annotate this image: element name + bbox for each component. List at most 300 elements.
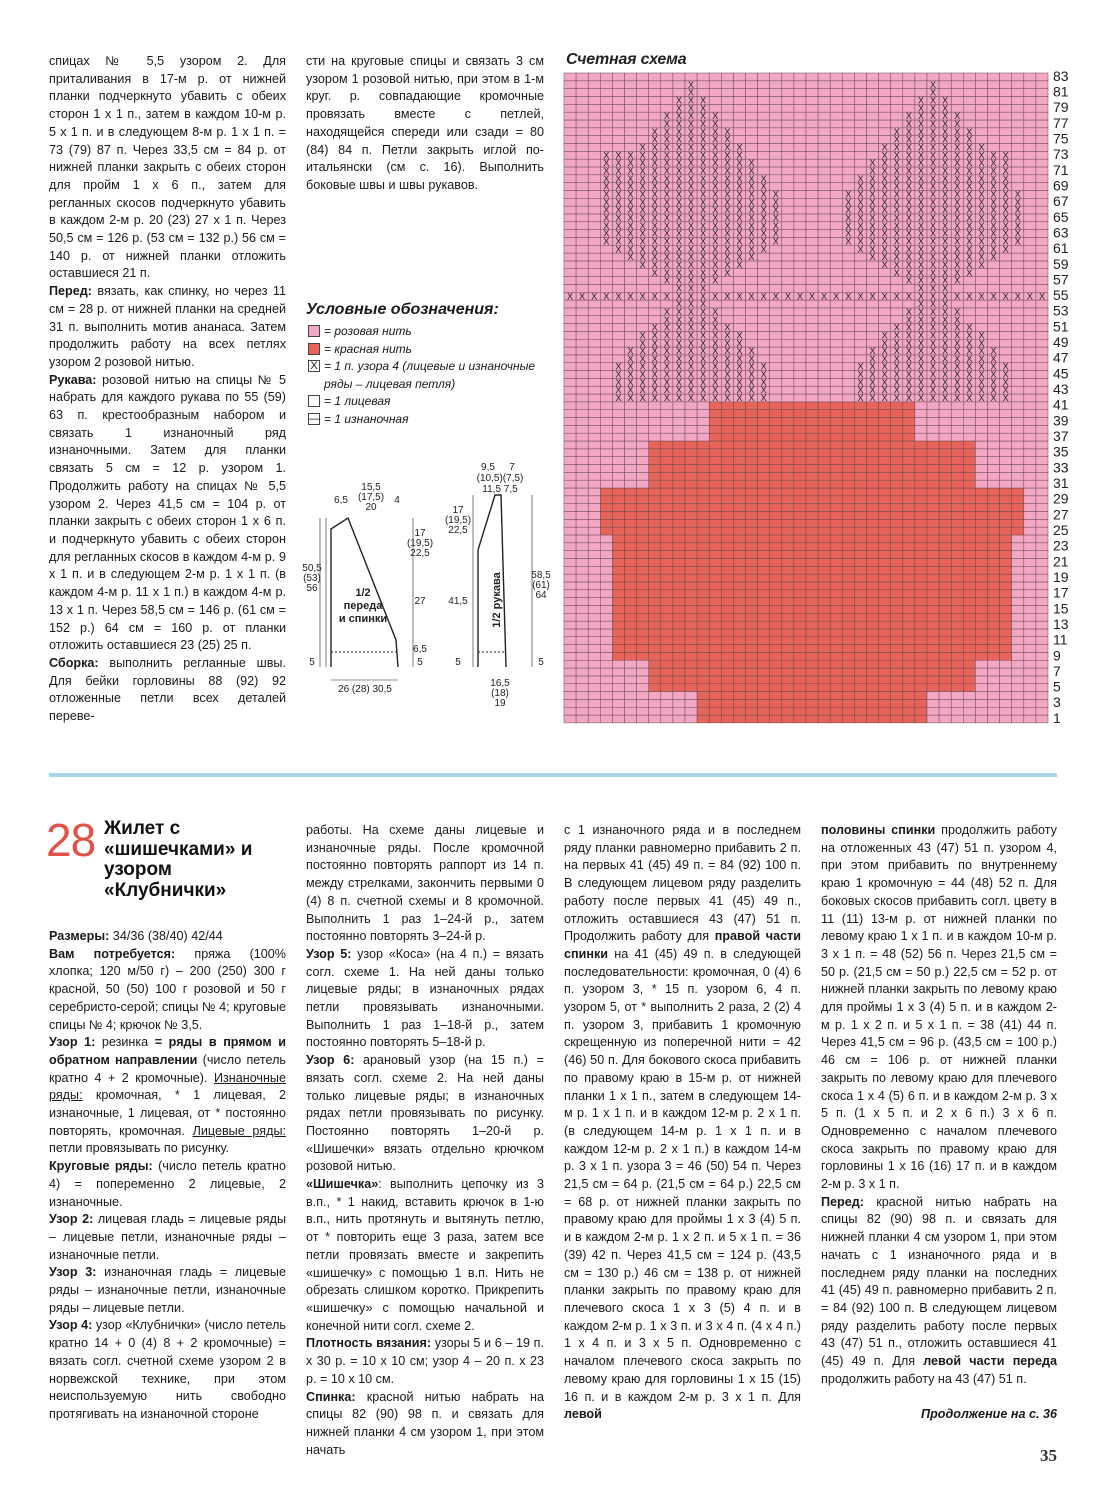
chart-cell (794, 355, 806, 363)
chart-cell (927, 480, 939, 488)
chart-cross-mark: X (942, 189, 949, 200)
chart-cell (1000, 410, 1012, 418)
chart-cell (903, 457, 915, 465)
chart-cell (782, 425, 794, 433)
chart-cell (709, 566, 721, 574)
chart-cell (1000, 629, 1012, 637)
chart-cell (625, 324, 637, 332)
chart-cell (806, 136, 818, 144)
chart-cell (782, 143, 794, 151)
chart-cell (1024, 230, 1036, 238)
chart-cell (1024, 190, 1036, 198)
chart-cell (600, 645, 612, 653)
chart-cell (830, 465, 842, 473)
chart-cell (564, 183, 576, 191)
chart-cross-mark: X (603, 212, 610, 223)
chart-cell (673, 504, 685, 512)
chart-cell (697, 707, 709, 715)
chart-cell (733, 410, 745, 418)
chart-cell (1036, 433, 1048, 441)
chart-cell (1024, 629, 1036, 637)
chart-cell (988, 410, 1000, 418)
chart-cross-mark: X (954, 385, 961, 396)
chart-cell (915, 89, 927, 97)
chart-cross-mark: X (893, 393, 900, 404)
chart-cell (782, 363, 794, 371)
chart-cell (794, 363, 806, 371)
chart-cell (939, 558, 951, 566)
chart-cell (794, 637, 806, 645)
chart-cross-mark: X (942, 103, 949, 114)
chart-cell (782, 230, 794, 238)
chart-cell (1036, 316, 1048, 324)
chart-cross-mark: X (954, 228, 961, 239)
chart-cell (830, 347, 842, 355)
chart-cell (661, 637, 673, 645)
chart-cell (975, 112, 987, 120)
chart-cell (588, 183, 600, 191)
chart-cross-mark: X (954, 322, 961, 333)
chart-cell (854, 167, 866, 175)
chart-cell (927, 590, 939, 598)
chart-cell (988, 590, 1000, 598)
chart-cell (600, 582, 612, 590)
chart-cell (1036, 488, 1048, 496)
chart-cross-mark: X (712, 197, 719, 208)
chart-cell (746, 637, 758, 645)
chart-cell (770, 143, 782, 151)
chart-cell (1012, 277, 1024, 285)
chart-cell (709, 504, 721, 512)
chart-cell (697, 652, 709, 660)
chart-cross-mark: X (688, 306, 695, 317)
chart-cell (879, 590, 891, 598)
chart-cell (1012, 112, 1024, 120)
chart-cell (612, 472, 624, 480)
chart-cross-mark: X (627, 212, 634, 223)
chart-cell (661, 89, 673, 97)
chart-cell (927, 511, 939, 519)
chart-cell (1012, 81, 1024, 89)
chart-cell (867, 410, 879, 418)
chart-cell (782, 457, 794, 465)
chart-cell (770, 621, 782, 629)
chart-cell (721, 511, 733, 519)
chart-cross-mark: X (966, 322, 973, 333)
chart-cross-mark: X (942, 377, 949, 388)
chart-cell (818, 551, 830, 559)
chart-cell (758, 590, 770, 598)
chart-cross-mark: X (736, 236, 743, 247)
chart-cross-mark: X (639, 244, 646, 255)
chart-cross-mark: X (688, 181, 695, 192)
chart-cell (564, 308, 576, 316)
chart-cross-mark: X (675, 126, 682, 137)
chart-cell (806, 551, 818, 559)
chart-cell (818, 558, 830, 566)
chart-cross-mark: X (905, 314, 912, 325)
chart-cell (625, 692, 637, 700)
chart-cell (685, 660, 697, 668)
chart-cross-mark: X (954, 150, 961, 161)
chart-cell (673, 558, 685, 566)
chart-cross-mark: X (712, 346, 719, 357)
chart-cross-mark: X (917, 299, 924, 310)
chart-cross-mark: X (615, 220, 622, 231)
chart-cell (588, 324, 600, 332)
chart-cell (600, 543, 612, 551)
chart-cell (564, 433, 576, 441)
chart-cross-mark: X (905, 236, 912, 247)
chart-cross-mark: X (1002, 165, 1009, 176)
chart-cross-mark: X (942, 283, 949, 294)
chart-cross-mark: X (627, 189, 634, 200)
chart-cell (685, 457, 697, 465)
chart-cell (975, 566, 987, 574)
chart-cell (915, 488, 927, 496)
back-continued: с 1 изнаночного ряда и в последнем ряду планки равномерно прибавить 2 п. на первых 41 (45) 49 п. = 84 (92) 100 п. В следующем лицевом ряду разделить работу после первых 41 (45) 49 п., отложить оставшиеся 43 (47) 51 п. Продолжить работу для правой части спинки на 41 (45) 49 п. в следующей последовательности: кромочная, 0 (4) 6 п. узором 3, * 15 п. узором 6, 4 п. узором 5, от * выполнить 2 раза, 2 (2) 4 п. узором 3, прибавить 1 кромочную скрещенную из поперечной нити = 42 (46) 50 п. Для бокового скоса прибавить по правому краю в 15-м р. от нижней планки 1 х 1 п., затем в следующем 14-м р. 1 х 1 п. и в каждом 12-м р. 2 х 1 п. (в следующем 14-м р. 1 х 1 п. и в каждом 12-м р. 2 х 1 п.) в каждом 14-м р. 3 х 1 п. узора 3 = 46 (50) 54 п. Через 21,5 см = 64 р. (21,5 см = 64 р.) 22,5 см = 68 р. от нижней планки закрыть по правому краю для проймы 1 х 3 (4) 5 п. и в каждом 2-м р. 1 х 2 п. и 5 х 1 п. = 36 (39) 42 п. Через 41,5 см = 124 р. (43,5 см = 130 р.) 46 см = 138 р. от нижней планки закрыть по правому краю для плечевого скоса 1 х 3 (5) 4 п. и в каждом 2-м р. 1 х 3 п. и 3 х 4 п. (4 х 4 п.) 1 х 4 п. и 3 х 5 п. Одновременно с началом плечевого скоса закрыть по левому краю для горловины 1 х 15 (15) 16 п. и в каждом 2-м р. 3 х 1 п. Для левой (564, 823, 801, 1422)
chart-cell (661, 480, 673, 488)
chart-cell (576, 668, 588, 676)
chart-cell (1012, 104, 1024, 112)
chart-cross-mark: X (760, 189, 767, 200)
chart-cell (600, 472, 612, 480)
chart-cross-mark: X (893, 330, 900, 341)
chart-cell (903, 433, 915, 441)
chart-cell (879, 324, 891, 332)
chart-cell (806, 457, 818, 465)
chart-cell (564, 394, 576, 402)
chart-cell (951, 410, 963, 418)
chart-cell (576, 222, 588, 230)
chart-cross-mark: X (966, 361, 973, 372)
chart-cross-mark: X (1002, 189, 1009, 200)
chart-cell (637, 418, 649, 426)
chart-cell (1012, 629, 1024, 637)
chart-cell (818, 198, 830, 206)
chart-cell (625, 143, 637, 151)
chart-cross-mark: X (942, 95, 949, 106)
chart-cell (939, 574, 951, 582)
chart-cell (588, 566, 600, 574)
chart-cross-mark: X (675, 346, 682, 357)
chart-cross-mark: X (954, 267, 961, 278)
chart-cross-mark: X (966, 259, 973, 270)
section-number: 28 (46, 814, 96, 866)
chart-cell (746, 457, 758, 465)
chart-cell (915, 598, 927, 606)
chart-cell (988, 598, 1000, 606)
chart-cell (588, 331, 600, 339)
chart-cell (564, 89, 576, 97)
chart-cell (685, 692, 697, 700)
chart-cell (794, 402, 806, 410)
chart-cell (975, 551, 987, 559)
chart-cell (988, 324, 1000, 332)
chart-cross-mark: X (893, 322, 900, 333)
chart-cell (1000, 692, 1012, 700)
chart-cell (588, 198, 600, 206)
chart-cross-mark: X (917, 165, 924, 176)
chart-cell (770, 441, 782, 449)
chart-cell (854, 574, 866, 582)
chart-cell (733, 104, 745, 112)
chart-cell (794, 676, 806, 684)
chart-cell (733, 613, 745, 621)
chart-cell (915, 645, 927, 653)
chart-cell (733, 324, 745, 332)
chart-cell (782, 190, 794, 198)
chart-cell (661, 566, 673, 574)
chart-cross-mark: X (663, 369, 670, 380)
chart-cell (1036, 143, 1048, 151)
chart-cross-mark: X (615, 212, 622, 223)
chart-cell (625, 519, 637, 527)
chart-cross-mark: X (881, 377, 888, 388)
chart-cell (806, 707, 818, 715)
chart-cell (1024, 104, 1036, 112)
chart-cell (697, 629, 709, 637)
chart-cross-mark: X (760, 369, 767, 380)
chart-cell (818, 167, 830, 175)
chart-cross-mark: X (688, 330, 695, 341)
chart-cell (951, 504, 963, 512)
chart-cell (1024, 441, 1036, 449)
chart-cross-mark: X (954, 244, 961, 255)
back-bottom-width: 26 (28) 30,5 (338, 684, 392, 695)
chart-cell (758, 441, 770, 449)
chart-cell (600, 347, 612, 355)
chart-cell (1000, 676, 1012, 684)
chart-cell (891, 104, 903, 112)
chart-cell (733, 558, 745, 566)
chart-cell (1000, 433, 1012, 441)
chart-cell (830, 707, 842, 715)
chart-cell (770, 449, 782, 457)
chart-cross-mark: X (930, 306, 937, 317)
chart-cell (649, 73, 661, 81)
chart-cell (709, 96, 721, 104)
chart-row-label: 43 (1053, 381, 1069, 398)
chart-cell (903, 496, 915, 504)
chart-cross-mark: X (1002, 361, 1009, 372)
chart-cell (709, 684, 721, 692)
chart-cross-mark: X (748, 291, 755, 302)
chart-cell (818, 81, 830, 89)
chart-cell (709, 582, 721, 590)
chart-cell (649, 543, 661, 551)
chart-cell (564, 316, 576, 324)
chart-cell (879, 496, 891, 504)
chart-cell (685, 449, 697, 457)
chart-cell (685, 425, 697, 433)
chart-cell (782, 684, 794, 692)
chart-cell (879, 574, 891, 582)
chart-cell (891, 574, 903, 582)
chart-cell (770, 519, 782, 527)
chart-cross-mark: X (688, 205, 695, 216)
chart-cross-mark: X (917, 393, 924, 404)
chart-cell (661, 574, 673, 582)
chart-cross-mark: X (930, 244, 937, 255)
chart-cell (1036, 574, 1048, 582)
chart-cell (794, 394, 806, 402)
chart-cell (782, 386, 794, 394)
chart-cross-mark: X (675, 197, 682, 208)
chart-cross-mark: X (712, 134, 719, 145)
chart-cell (770, 112, 782, 120)
chart-cell (1036, 637, 1048, 645)
chart-cell (939, 621, 951, 629)
chart-cross-mark: X (663, 158, 670, 169)
chart-cross-mark: X (675, 220, 682, 231)
chart-cell (854, 128, 866, 136)
chart-cross-mark: X (893, 338, 900, 349)
chart-cell (612, 535, 624, 543)
chart-cell (721, 120, 733, 128)
chart-cross-mark: X (1002, 173, 1009, 184)
chart-cell (746, 676, 758, 684)
chart-cell (625, 81, 637, 89)
chart-cell (903, 574, 915, 582)
chart-cell (867, 511, 879, 519)
chart-cross-mark: X (663, 322, 670, 333)
chart-cell (600, 715, 612, 723)
chart-cell (830, 566, 842, 574)
chart-cell (927, 676, 939, 684)
chart-cell (818, 347, 830, 355)
chart-cross-mark: X (675, 393, 682, 404)
chart-cell (951, 551, 963, 559)
page-number: 35 (1040, 1446, 1057, 1465)
chart-cross-mark: X (978, 393, 985, 404)
chart-cell (879, 684, 891, 692)
chart-cell (830, 660, 842, 668)
chart-cross-mark: X (700, 173, 707, 184)
chart-cell (1024, 81, 1036, 89)
chart-cell (939, 707, 951, 715)
chart-cross-mark: X (990, 189, 997, 200)
chart-cell (649, 692, 661, 700)
chart-cell (1012, 699, 1024, 707)
chart-cell (1036, 418, 1048, 426)
chart-cell (637, 112, 649, 120)
chart-cell (564, 120, 576, 128)
chart-cell (806, 605, 818, 613)
chart-cell (564, 660, 576, 668)
chart-cell (854, 73, 866, 81)
chart-cell (721, 284, 733, 292)
chart-cell (915, 590, 927, 598)
chart-cell (637, 457, 649, 465)
chart-cell (842, 324, 854, 332)
chart-cell (951, 558, 963, 566)
chart-cell (746, 277, 758, 285)
chart-cell (975, 558, 987, 566)
chart-cell (576, 190, 588, 198)
chart-cross-mark: X (651, 377, 658, 388)
chart-cell (1000, 418, 1012, 426)
chart-cell (842, 308, 854, 316)
chart-cell (806, 331, 818, 339)
chart-cell (576, 582, 588, 590)
chart-cell (988, 96, 1000, 104)
chart-cross-mark: X (688, 134, 695, 145)
chart-cross-mark: X (942, 259, 949, 270)
chart-cross-mark: X (905, 338, 912, 349)
chart-cell (782, 206, 794, 214)
chart-cell (697, 519, 709, 527)
chart-cell (927, 543, 939, 551)
chart-cell (927, 699, 939, 707)
chart-cross-mark: X (1002, 150, 1009, 161)
chart-cell (625, 504, 637, 512)
chart-cell (867, 519, 879, 527)
chart-cell (782, 402, 794, 410)
chart-cell (661, 613, 673, 621)
chart-cell (867, 112, 879, 120)
chart-cross-mark: X (651, 259, 658, 270)
chart-cell (867, 425, 879, 433)
chart-cross-mark: X (917, 361, 924, 372)
chart-cell (879, 418, 891, 426)
chart-cell (879, 488, 891, 496)
chart-cell (637, 480, 649, 488)
chart-cell (758, 605, 770, 613)
chart-cell (963, 457, 975, 465)
chart-cell (673, 410, 685, 418)
chart-cell (758, 715, 770, 723)
chart-cell (891, 96, 903, 104)
chart-cell (879, 308, 891, 316)
chart-cell (1036, 668, 1048, 676)
chart-cross-mark: X (639, 189, 646, 200)
chart-cross-mark: X (700, 314, 707, 325)
chart-cell (939, 699, 951, 707)
chart-cell (709, 715, 721, 723)
chart-cell (782, 566, 794, 574)
chart-cell (746, 590, 758, 598)
chart-cell (867, 684, 879, 692)
chart-cross-mark: X (1014, 236, 1021, 247)
chart-cell (782, 692, 794, 700)
chart-cell (637, 637, 649, 645)
chart-cell (612, 73, 624, 81)
chart-cell (1012, 707, 1024, 715)
chart-cross-mark: X (917, 142, 924, 153)
chart-cell (770, 629, 782, 637)
chart-cross-mark: X (942, 314, 949, 325)
chart-cell (951, 433, 963, 441)
chart-cell (951, 457, 963, 465)
chart-cell (1036, 269, 1048, 277)
chart-cell (988, 715, 1000, 723)
chart-cell (1036, 504, 1048, 512)
chart-cross-mark: X (736, 228, 743, 239)
chart-row-label: 39 (1053, 412, 1069, 429)
chart-cell (794, 198, 806, 206)
chart-cell (685, 519, 697, 527)
chart-cell (697, 668, 709, 676)
section-title: Жилет с «шишечками» и узором «Клубнички» (104, 818, 253, 901)
chart-cell (939, 676, 951, 684)
chart-cell (975, 488, 987, 496)
chart-cell (939, 519, 951, 527)
chart-cross-mark: X (688, 314, 695, 325)
chart-cross-mark: X (700, 158, 707, 169)
chart-cell (963, 488, 975, 496)
chart-cell (576, 269, 588, 277)
